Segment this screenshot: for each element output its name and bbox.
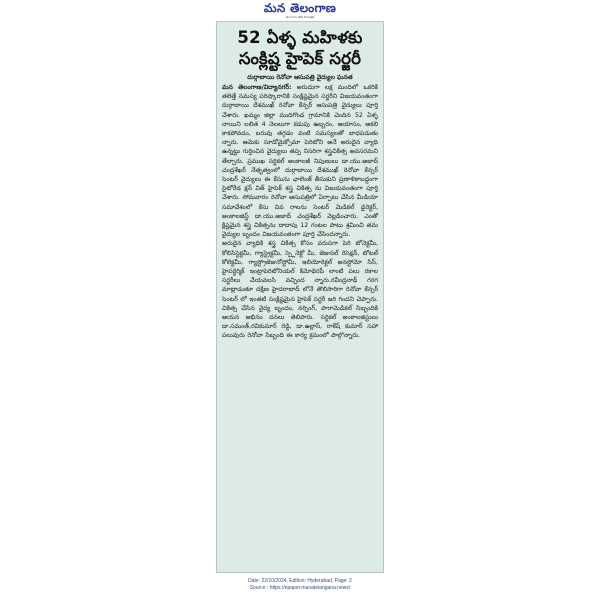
source-url-line: Source : https://epaper.manatelangana.news/ [249,585,351,591]
paragraph-text: అరుదుగా లక్ష మందిలో ఒకరికి తలెత్తే సమస్య పరిష్కారానికి సంక్లిష్టమైన సర్జరీని విజయవంతంగా దుర్గాబాయి దేశముఖ్ రెనోవా కేన్సర్ ఆసుపత్రి వైద్యులు పూర్తి చేశారు. ఖమ్మం జిల్లా ముదిగొండ గ్రామానికి చెందిన 52 ఏళ్ళ నాయిని లలిత 4 నెలలుగా కడుపు ఉబ్బరం, ఆయాసం, ఆకలి కాకపోవడం, బరువు తగ్గడం వంటి సమస్యలతో బాధపడుతు న్నారు. ఆమెకు సూడోమైక్సోమా పెరిటోని అనే అరుదైన వ్యాధి ఉన్నట్టు గుర్తించిన వైద్యులు తప్ప నిసరిగా శస్త్రచికిత్స అవసరమని తేల్చారు. ప్రముఖ సర్జికల్ అంకాలజీ నిపుణులు డా.యు.అజాద్ చంద్రశేఖర్ నేతృత్వంలో దుర్గాబాయి దేశముఖ్ రెనోవా కేన్సర్ సెంటర్ వైద్యులు ఈ కేసును ఛాలెంజ్ తీసుకుని ప్రణాళికాబద్ధంగా సైటోరేడ క్షన్ విత్ హైపెక్ శస్త్ర చికిత్స ను విజయవంతంగా పూర్తి చేశారు. సోమవారం రెనోవా ఆసుపత్రిలో ఏర్పాటు చేసిన మీడియా సమావేశంలో కేసు వివ రాలను సెంటర్ మెడికల్ డైరెక్టర్, అంకాలజిస్ట్ డా.యు.అజాద్ చంద్రశేఖర్ వెల్లడించారు. ఎంతో క్లిష్టమైన శస్త్ర చికిత్సను దాదాపు 12 గంటల పాటు శ్రమించి తమ వైద్యుల బృందం విజయవంతంగా పూర్తి చేసిందన్నారు. [222,84,378,239]
article-dateline: మన తెలంగాణ/విద్యానగర్: [222,84,292,91]
article-paragraph [222,83,378,239]
clipping-source-footer [0,578,600,592]
article-paragraph [222,239,378,340]
headline-line-2: సంక్లిష్ట హైపెక్ సర్జరీ [238,49,362,68]
newspaper-logo: మన తెలంగాణ [263,1,337,15]
article-subheadline: దుర్గాబాయి రెనోవా ఆసుపత్రి వైద్యుల ఘనత [247,74,353,81]
article-body [222,83,378,341]
article-clipping [216,21,384,573]
newspaper-masthead [0,2,600,19]
headline-line-1: 52 ఏళ్ళ మహిళకు [237,28,363,47]
edition-date-line: Date: 22/10/2024, Edition: Hyderabad, Page: 2 [248,578,352,584]
newspaper-tagline: తెలంగాణ తొలి దినపత్రిక [285,15,315,19]
article-headline [222,27,378,69]
paragraph-text: అరుదైన వ్యాధికి శస్త్ర చికిత్స కోసం వరుసగా పెరి టోనెక్టమీ, కోలిసిస్టెక్టమీ, గ్యాస్ట్రెక్టమీ, స్ప్లెనెక్టో మీ, జెజునల్ రెసెక్షన్, టోటల్ కోలెక్టమీ, గ్యాస్ట్రోజెజునోస్టోమీ, ఇలియోరెక్టల్ అనస్టోమో సిస్, హైపర్థెర్మిక్ ఇంట్రాపెరిటోనియల్ కిమోథెరపీ లాంటి పలు రకాల సర్జరీలు చేయవలసి వచ్చింద న్నారు.రవీంద్రనాథ్ గరగ మాట్లాడుతూ దక్షిణ హైదరాబాద్ లోనే తొలిసారిగా రెనోవా కేన్సర్ సెంటర్ లో ఇంతటి సంక్లిష్టమైన హైపెక్ సర్జరీ జరి గిందని చెప్పారు. చికిత్స చేసిన వైద్య బృందం, నర్సింగ్, పారామెడికల్ సిబ్బందికి ఆయన అభినం దనలు తెలిపారు. సర్జికల్ అంకాలజిస్టులు డా.సమంత్,రవికుమార్ రెడ్డి, డా.ఉల్లాస్, రాకేష్ కుమార్ సహా పలువురు రెనోవా సిబ్బంది ఈ కార్య క్రమంలో పాల్గొన్నారు. [222,240,378,340]
